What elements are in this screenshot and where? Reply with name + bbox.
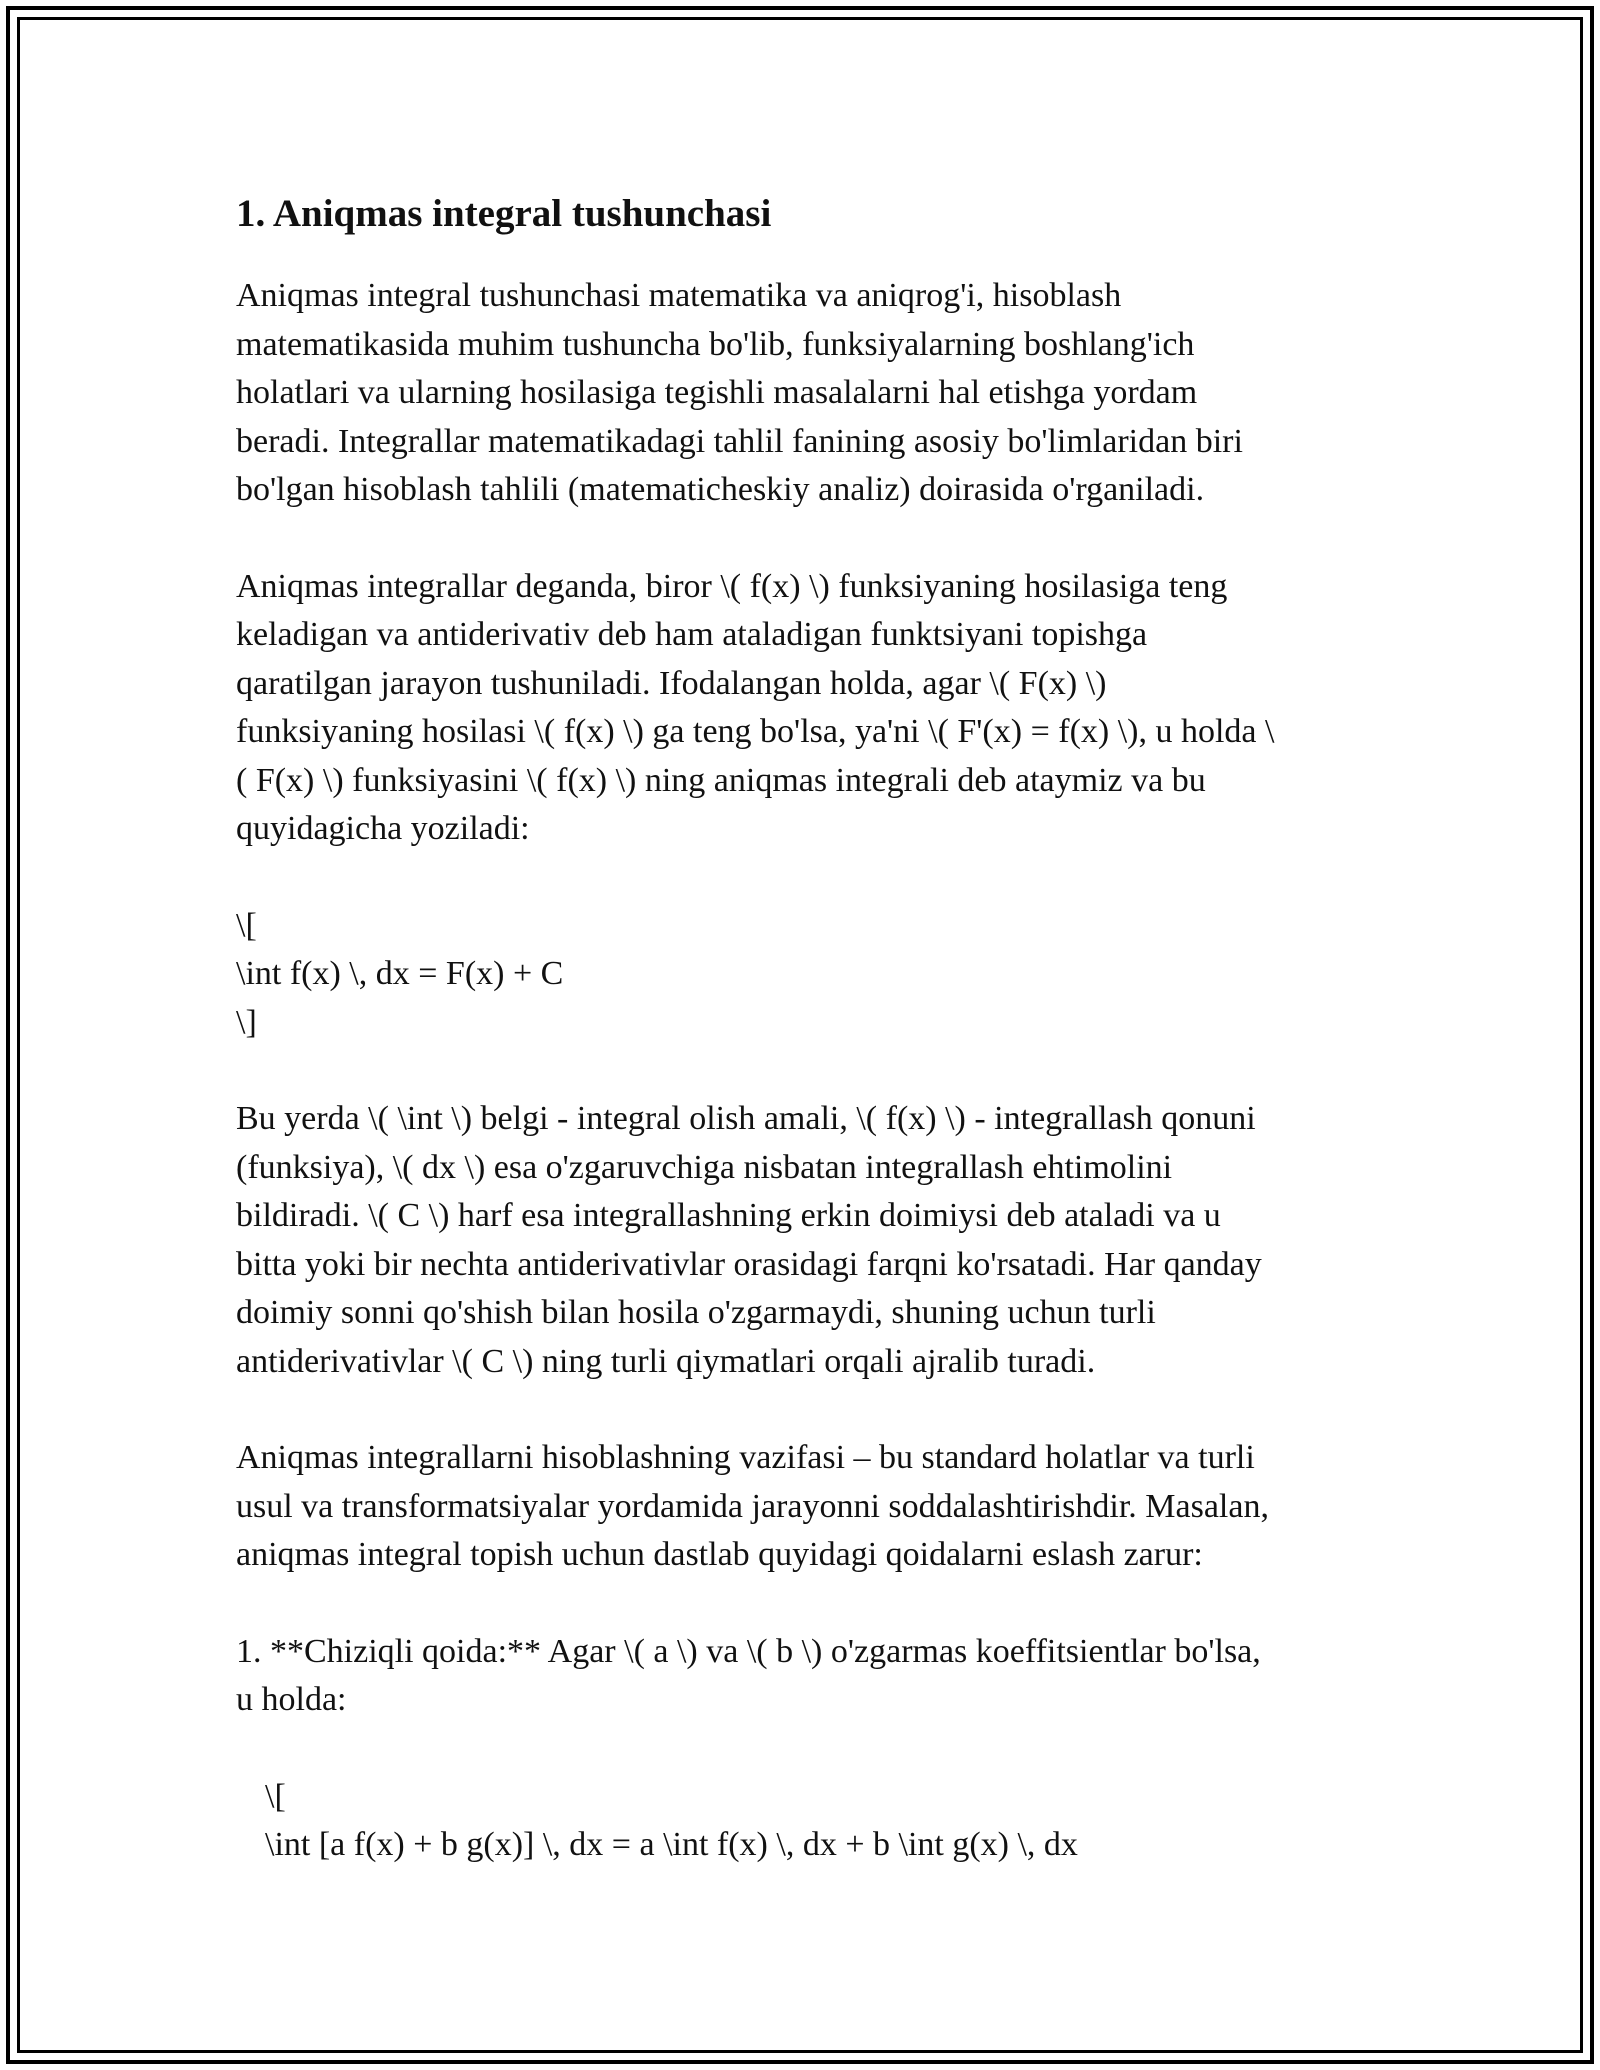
paragraph-task: Aniqmas integrallarni hisoblashning vazifasi – bu standard holatlar va turli usul va transformatsiyalar yordamida jarayonni soddalashtirishdir. Masalan, aniqmas integral topish uchun dastlab quyidagi qoidalarni eslash zarur: bbox=[236, 1439, 1269, 1573]
section-heading: 1. Aniqmas integral tushunchasi bbox=[236, 192, 772, 235]
paragraph-definition: Aniqmas integrallar deganda, biror \( f(x) \) funksiyaning hosilasiga teng keladigan va antiderivativ deb ham ataladigan funktsiyani topishga qaratilgan jarayon tushuniladi. Ifodalangan holda, agar \( F(x) \) funksiyaning hosilasi \( f(x) \) ga teng bo'lsa, ya'ni \( F'(x) = f(x) \), u holda \ ( F(x) \) funksiyasini \( f(x) \) ning aniqmas integrali deb ataymiz va bu quyidagicha yoziladi: bbox=[236, 567, 1275, 847]
document-body bbox=[236, 186, 1366, 1870]
paragraph-intro: Aniqmas integral tushunchasi matematika va aniqrog'i, hisoblash matematikasida muhim tushuncha bo'lib, funksiyalarning boshlang'ich holatlari va ularning hosilasiga tegishli masalalarni hal etishga yordam beradi. Integrallar matematikadagi tahlil fanining asosiy bo'limlaridan biri bo'lgan hisoblash tahlili (matematicheskiy analiz) doirasida o'rganiladi. bbox=[236, 277, 1243, 508]
formula-indefinite-integral: \[ \int f(x) \, dx = F(x) + C \] bbox=[236, 906, 564, 1041]
paragraph-notation: Bu yerda \( \int \) belgi - integral olish amali, \( f(x) \) - integrallash qonuni (funksiya), \( dx \) esa o'zgaruvchiga nisbatan integrallash ehtimolini bildiradi. \( C \) harf esa integrallashning erkin doimiysi deb ataladi va u bitta yoki bir nechta antiderivativlar orasidagi farqni ko'rsatadi. Har qanday doimiy sonni qo'shish bilan hosila o'zgarmaydi, shuning uchun turli antiderivativlar \( C \) ning turli qiymatlari orqali ajralib turadi. bbox=[236, 1100, 1262, 1380]
formula-linear-rule: \[ \int [a f(x) + b g(x)] \, dx = a \int f(x) \, dx + b \int g(x) \, dx bbox=[265, 1777, 1078, 1863]
list-item-linear-rule: 1. **Chiziqli qoida:** Agar \( a \) va \( b \) o'zgarmas koeffitsientlar bo'lsa, u holda: bbox=[236, 1632, 1261, 1718]
